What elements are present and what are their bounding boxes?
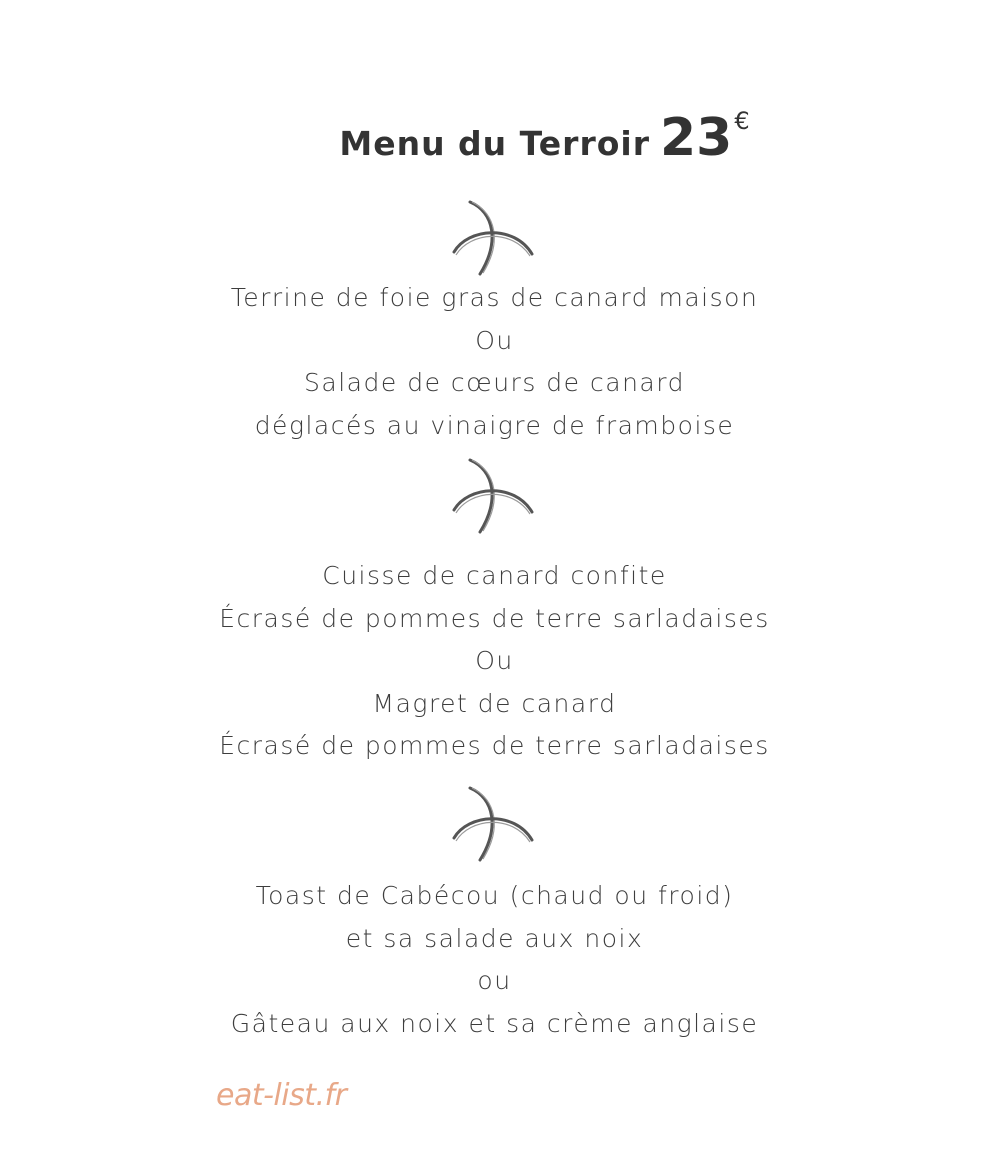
menu-price: 23	[659, 108, 733, 168]
course-dessert	[0, 875, 989, 1045]
menu-line: Magret de canard	[372, 688, 617, 718]
menu-currency: €	[734, 107, 750, 135]
menu-title-name: Menu du Terroir	[339, 124, 650, 163]
watermark: eat-list.fr	[216, 1078, 347, 1113]
menu-line: Toast de Cabécou (chaud ou froid)	[255, 881, 734, 910]
menu-line: Salade de cœurs de canard	[304, 368, 685, 397]
crossed-arcs-ornament-icon	[450, 784, 536, 862]
menu-line: Terrine de foie gras de canard maison	[230, 283, 759, 312]
course-main	[0, 555, 989, 768]
menu-line: Ou	[475, 325, 514, 355]
menu-line: Cuisse de canard confite	[322, 561, 667, 590]
menu-line: ou	[477, 966, 512, 995]
crossed-arcs-ornament-icon	[450, 456, 536, 534]
crossed-arcs-ornament-icon	[450, 198, 536, 276]
menu-line: déglacés au vinaigre de framboise	[254, 410, 735, 440]
menu-title	[0, 108, 989, 168]
course-starter	[0, 277, 989, 447]
menu-line: Gâteau aux noix et sa crème anglaise	[230, 1008, 759, 1038]
menu-line: Ou	[475, 646, 514, 675]
menu-line: et sa salade aux noix	[345, 923, 644, 953]
menu-line: Écrasé de pommes de terre sarladaises	[219, 731, 770, 760]
menu-line: Écrasé de pommes de terre sarladaises	[219, 603, 770, 633]
